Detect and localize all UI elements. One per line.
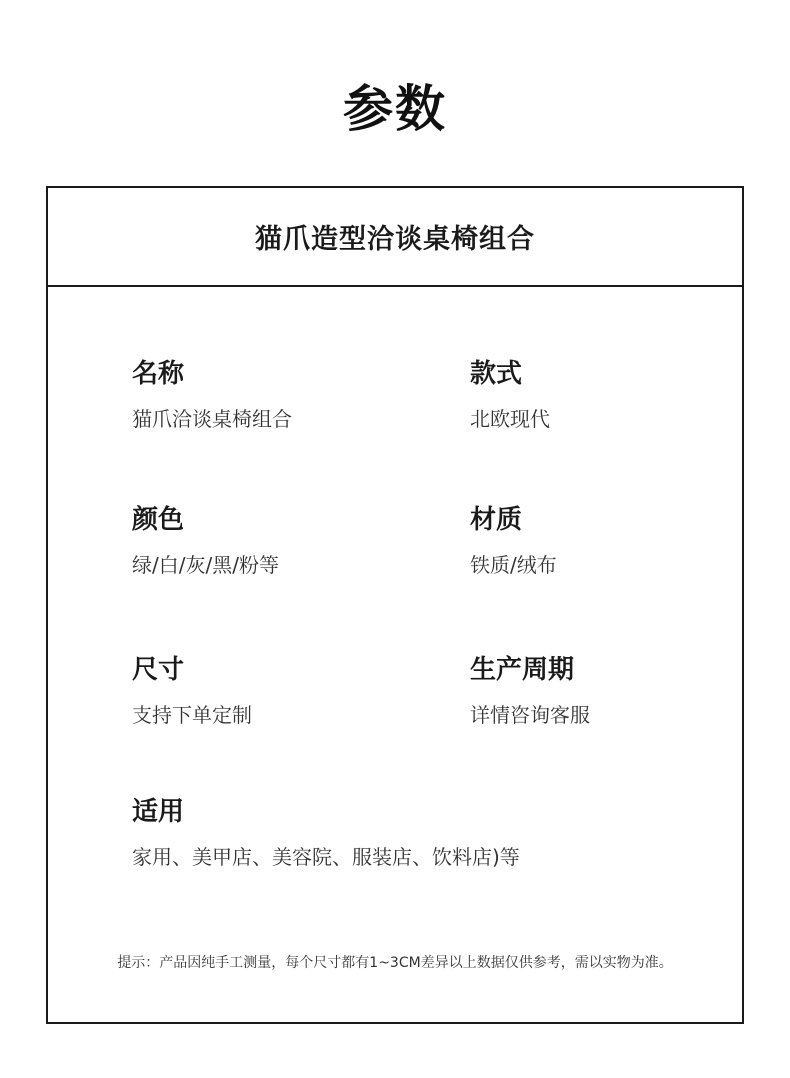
measurement-note: 提示：产品因纯手工测量，每个尺寸都有1~3CM差异以上数据仅供参考，需以实物为准。 — [117, 955, 673, 971]
spec-size — [132, 654, 252, 728]
spec-application — [132, 796, 520, 870]
spec-label: 款式 — [470, 359, 523, 389]
spec-value: 详情咨询客服 — [470, 703, 590, 727]
spec-value: 北欧现代 — [470, 407, 550, 431]
spec-value: 猫爪洽谈桌椅组合 — [132, 407, 292, 431]
spec-value: 家用、美甲店、美容院、服装店、饮料店)等 — [132, 845, 520, 869]
spec-label: 名称 — [132, 359, 185, 389]
spec-label: 适用 — [132, 797, 185, 827]
spec-card — [46, 186, 744, 1024]
spec-style — [470, 358, 550, 432]
spec-value: 绿/白/灰/黑/粉等 — [132, 553, 279, 577]
page-heading: 参数 — [343, 80, 447, 138]
spec-material — [470, 504, 557, 578]
spec-label: 颜色 — [132, 505, 185, 535]
spec-value: 铁质/绒布 — [470, 553, 557, 577]
spec-production-cycle — [470, 654, 590, 728]
spec-label: 材质 — [470, 505, 523, 535]
spec-color — [132, 504, 279, 578]
product-title: 猫爪造型洽谈桌椅组合 — [255, 224, 535, 255]
spec-label: 尺寸 — [132, 655, 185, 685]
spec-name — [132, 358, 292, 432]
card-header — [48, 188, 742, 287]
spec-value: 支持下单定制 — [132, 703, 252, 727]
spec-label: 生产周期 — [470, 655, 575, 685]
